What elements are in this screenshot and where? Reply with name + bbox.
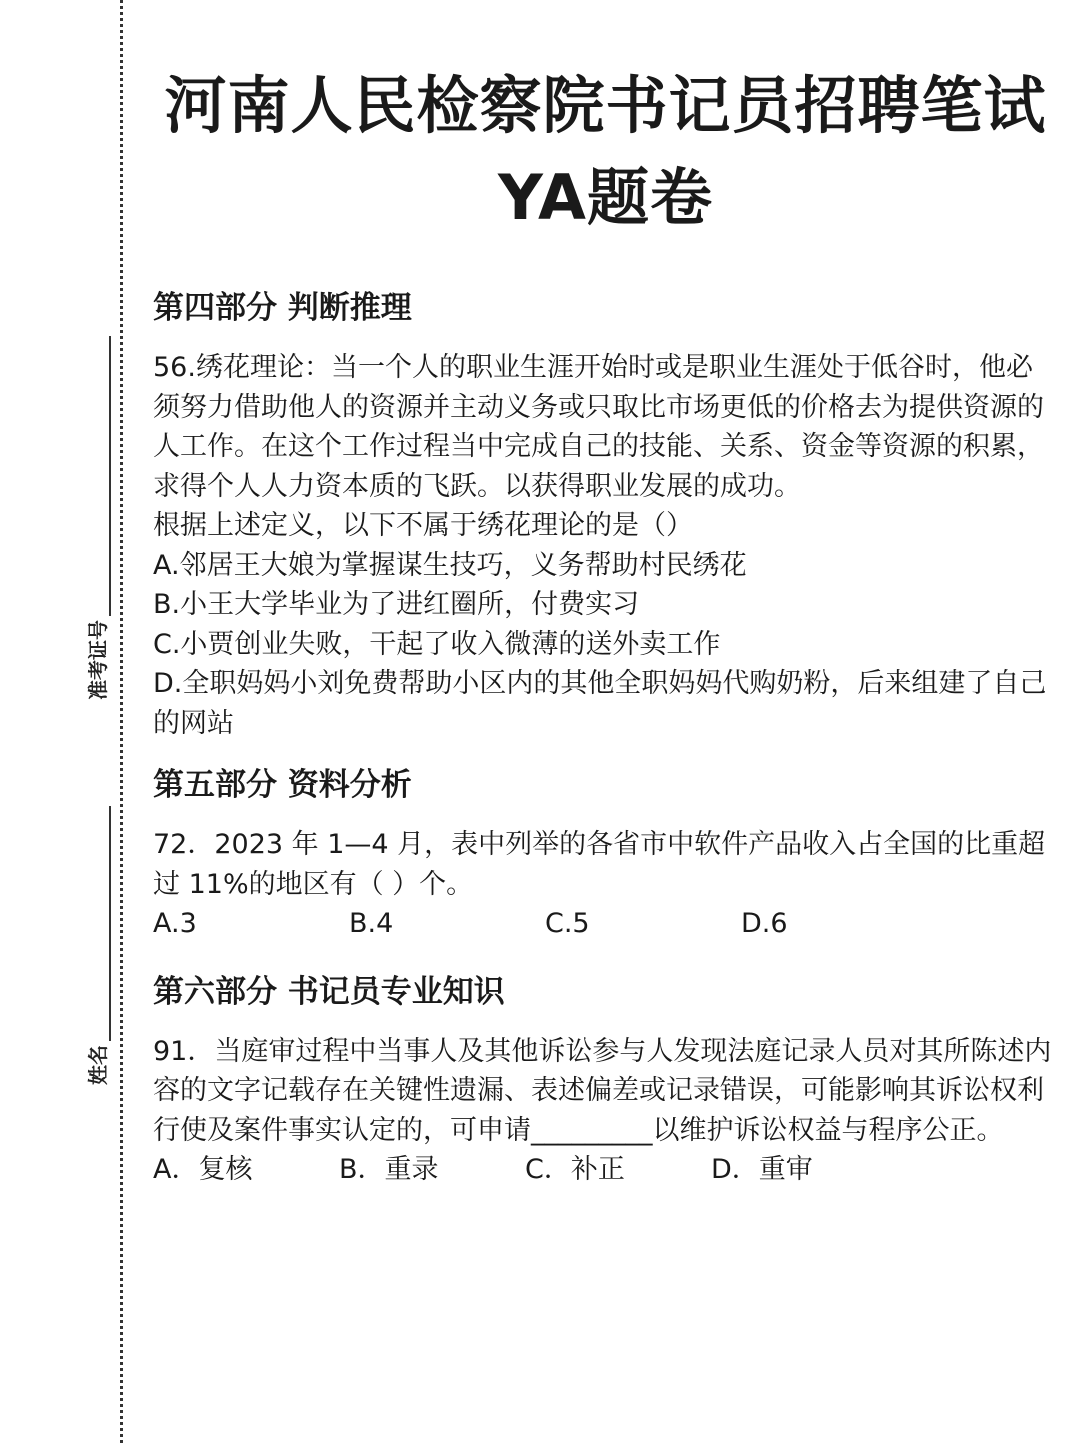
question-56-option-c: C.小贾创业失败，干起了收入微薄的送外卖工作 xyxy=(153,628,721,660)
page-title-line2: YA题卷 xyxy=(498,161,713,234)
question-91-option-a: A．复核 xyxy=(153,1154,253,1185)
section-clerk-knowledge xyxy=(153,972,1058,1190)
exam-content xyxy=(153,60,1058,1190)
question-91-option-d: D．重审 xyxy=(711,1154,813,1185)
exam-id-label: 准考证号 xyxy=(86,620,110,700)
page-title-line1: 河南人民检察院书记员招聘笔试 xyxy=(164,69,1047,142)
exam-id-blank xyxy=(87,336,111,616)
question-72-option-d: D.6 xyxy=(741,908,788,939)
section-reasoning xyxy=(153,288,1058,743)
question-72-text: 72．2023 年 1—4 月，表中列举的各省市中软件产品收入占全国的比重超过 11%的地区有（ ）个。 xyxy=(153,829,1046,900)
name-blank xyxy=(87,806,111,1041)
question-56-prompt: 根据上述定义，以下不属于绣花理论的是（） xyxy=(153,510,693,541)
question-91-options xyxy=(153,1150,1058,1190)
question-91-option-c: C．补正 xyxy=(525,1154,625,1185)
question-72-option-b: B.4 xyxy=(349,908,394,939)
section-heading: 第四部分 判断推理 xyxy=(153,290,412,326)
question-56-option-b: B.小王大学毕业为了进红圈所，付费实习 xyxy=(153,589,640,620)
section-heading: 第五部分 资料分析 xyxy=(153,767,412,803)
question-72-options xyxy=(153,904,1058,944)
binding-dotted-line xyxy=(120,0,123,1443)
question-56-option-a: A.邻居王大娘为掌握谋生技巧，义务帮助村民绣花 xyxy=(153,549,747,581)
section-heading: 第六部分 书记员专业知识 xyxy=(153,973,505,1010)
question-91-option-b: B．重录 xyxy=(339,1154,439,1185)
question-56-option-d: D.全职妈妈小刘免费帮助小区内的其他全职妈妈代购奶粉，后来组建了自己的网站 xyxy=(153,668,1047,739)
question-56-text: 56.绣花理论：当一个人的职业生涯开始时或是职业生涯处于低谷时，他必须努力借助他人的资源并主动义务或只取比市场更低的价格去为提供资源的人工作。在这个工作过程当中完成自己的技能、关系、资金等资源的积累，求得个人人力资本质的飞跃。以获得职业发展的成功。 xyxy=(153,352,1044,502)
question-91-text: 91．当庭审过程中当事人及其他诉讼参与人发现法庭记录人员对其所陈述内容的文字记载存在关键性遗漏、表述偏差或记录错误，可能影响其诉讼权利行使及案件事实认定的，可申请_________以维护诉讼权益与程序公正。 xyxy=(153,1035,1052,1146)
question-72-option-a: A.3 xyxy=(153,908,197,939)
section-data-analysis xyxy=(153,765,1058,944)
question-72-option-c: C.5 xyxy=(545,908,590,939)
name-label: 姓名 xyxy=(86,1045,110,1085)
